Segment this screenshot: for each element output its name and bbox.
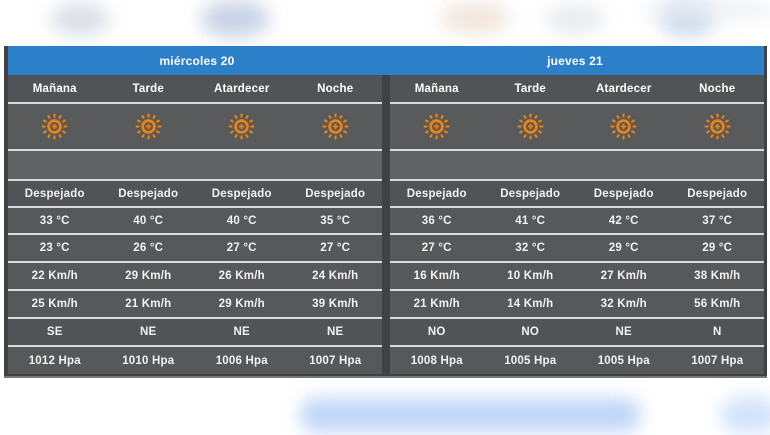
gust-row: [390, 289, 764, 317]
temp-max-cell: 36 °C: [421, 214, 452, 227]
day-header-thursday: jueves 21: [547, 53, 603, 68]
condition-cell: Despejado: [593, 187, 654, 200]
forecast-tables: [8, 75, 764, 378]
temp-max-cell: 41 °C: [515, 214, 546, 227]
wind-direction-cell: NO: [521, 326, 540, 338]
condition-cell: Despejado: [500, 187, 561, 200]
gust-row: [8, 289, 382, 317]
temp-max-cell: 42 °C: [608, 214, 639, 227]
period-header-row: [390, 75, 764, 102]
temp-min-cell: 23 °C: [39, 242, 70, 254]
condition-cell: Despejado: [406, 187, 467, 200]
gust-cell: 14 Km/h: [507, 298, 554, 310]
temp-min-cell: 27 °C: [320, 242, 351, 254]
temp-min-cell: 27 °C: [226, 242, 257, 254]
temp-max-row: [8, 206, 382, 233]
day-header-bar: [8, 46, 764, 75]
pressure-cell: 1005 Hpa: [504, 354, 557, 367]
period-header: Atardecer: [596, 82, 652, 95]
gust-cell: 21 Km/h: [413, 298, 460, 310]
wind-direction-cell: NO: [427, 326, 446, 338]
wind-cell: 22 Km/h: [31, 270, 78, 282]
temp-max-cell: 40 °C: [133, 214, 164, 227]
pressure-cell: 1007 Hpa: [309, 354, 362, 367]
temp-min-cell: 29 °C: [702, 242, 733, 254]
wind-cell: 24 Km/h: [312, 270, 359, 282]
condition-cell: Despejado: [211, 187, 272, 200]
blurred-background-shape: [545, 4, 605, 34]
pressure-cell: 1006 Hpa: [215, 354, 268, 367]
period-header: Atardecer: [214, 82, 270, 95]
wind-direction-cell: NE: [140, 326, 157, 338]
period-header: Noche: [317, 82, 354, 95]
temp-min-row: [390, 233, 764, 261]
wind-cell: 10 Km/h: [507, 270, 554, 282]
period-header: Tarde: [514, 82, 546, 95]
period-header: Noche: [699, 82, 736, 95]
weather-icon-row: [390, 102, 764, 149]
pressure-row: [8, 345, 382, 374]
sun-icon: [102, 104, 196, 149]
temp-max-row: [390, 206, 764, 233]
sun-icon: [484, 104, 578, 149]
blurred-background-shape: [440, 2, 510, 34]
day-header-wednesday: miércoles 20: [159, 53, 235, 68]
period-header: Tarde: [132, 82, 164, 95]
wind-direction-row: [390, 317, 764, 345]
wind-cell: 26 Km/h: [218, 270, 265, 282]
temp-max-cell: 35 °C: [320, 214, 351, 227]
temp-max-cell: 40 °C: [226, 214, 257, 227]
condition-cell: Despejado: [305, 187, 366, 200]
pressure-cell: 1010 Hpa: [122, 354, 175, 367]
spacer-row: [8, 149, 382, 179]
blurred-background-shape: [640, 0, 770, 20]
wind-direction-cell: N: [712, 326, 722, 338]
temp-min-cell: 32 °C: [515, 242, 546, 254]
sun-icon: [577, 104, 671, 149]
wind-row: [390, 261, 764, 289]
gust-cell: 32 Km/h: [600, 298, 647, 310]
gust-cell: 56 Km/h: [694, 298, 741, 310]
pressure-cell: 1012 Hpa: [28, 354, 81, 367]
sun-icon: [671, 104, 765, 149]
wind-direction-cell: NE: [233, 326, 250, 338]
wind-row: [8, 261, 382, 289]
blurred-background-shape: [200, 0, 270, 38]
wind-cell: 16 Km/h: [413, 270, 460, 282]
gust-cell: 25 Km/h: [31, 298, 78, 310]
wind-direction-cell: SE: [46, 326, 63, 338]
pressure-cell: 1007 Hpa: [691, 354, 744, 367]
condition-row: [8, 179, 382, 206]
temp-min-cell: 29 °C: [608, 242, 639, 254]
wind-direction-cell: NE: [327, 326, 344, 338]
weather-icon-row: [8, 102, 382, 149]
pressure-cell: 1008 Hpa: [410, 354, 463, 367]
temp-min-cell: 27 °C: [421, 242, 452, 254]
wind-cell: 29 Km/h: [125, 270, 172, 282]
gust-cell: 39 Km/h: [312, 298, 359, 310]
temp-max-cell: 33 °C: [39, 214, 70, 227]
wind-cell: 27 Km/h: [600, 270, 647, 282]
sun-icon: [289, 104, 383, 149]
spacer-row: [390, 149, 764, 179]
period-header: Mañana: [414, 82, 459, 95]
gust-cell: 29 Km/h: [218, 298, 265, 310]
wind-direction-row: [8, 317, 382, 345]
wind-cell: 38 Km/h: [694, 270, 741, 282]
weather-forecast-widget: [4, 46, 767, 378]
period-header-row: [8, 75, 382, 102]
temp-min-row: [8, 233, 382, 261]
pressure-row: [390, 345, 764, 374]
pressure-cell: 1005 Hpa: [597, 354, 650, 367]
condition-cell: Despejado: [118, 187, 179, 200]
blurred-background-shape: [720, 395, 770, 435]
temp-max-cell: 37 °C: [702, 214, 733, 227]
temp-min-cell: 26 °C: [133, 242, 164, 254]
condition-row: [390, 179, 764, 206]
blurred-background-shape: [300, 398, 640, 432]
day-table-thursday: [390, 75, 764, 378]
blurred-background-shape: [50, 2, 110, 36]
day-table-wednesday: [8, 75, 382, 378]
wind-direction-cell: NE: [615, 326, 632, 338]
sun-icon: [390, 104, 484, 149]
condition-cell: Despejado: [687, 187, 748, 200]
blurred-background-shape: [660, 0, 715, 36]
condition-cell: Despejado: [24, 187, 85, 200]
sun-icon: [195, 104, 289, 149]
period-header: Mañana: [32, 82, 77, 95]
sun-icon: [8, 104, 102, 149]
gust-cell: 21 Km/h: [125, 298, 172, 310]
